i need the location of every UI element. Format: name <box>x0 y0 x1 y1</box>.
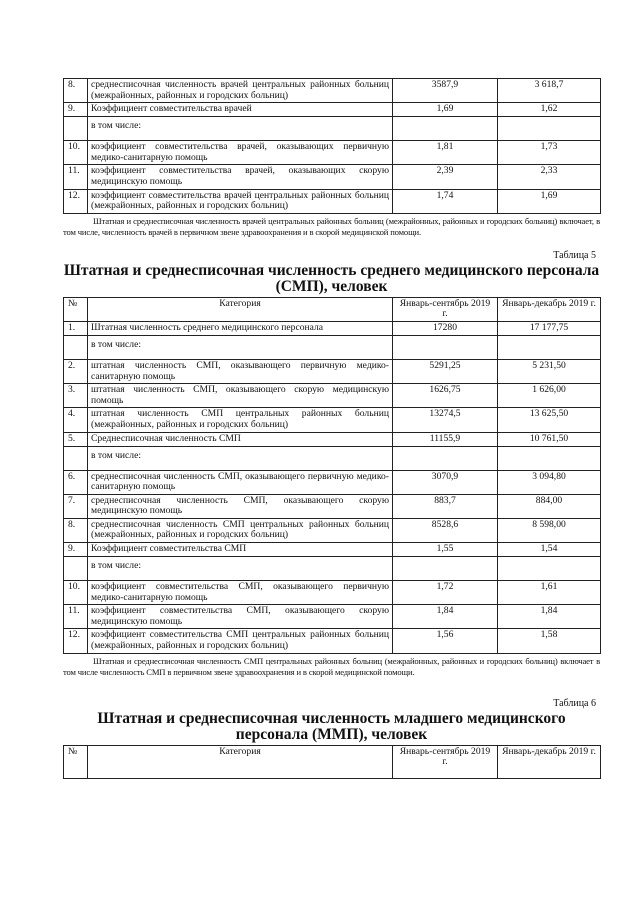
row-value-jan-sep <box>393 117 498 141</box>
row-category: среднесписочная численность СМП центральных районных больниц (межрайонных, районных и городских больниц) <box>88 518 393 542</box>
row-value-jan-dec: 3 618,7 <box>498 79 601 103</box>
table-row <box>64 335 601 359</box>
table-row <box>64 605 601 629</box>
row-value-jan-dec <box>498 446 601 470</box>
row-value-jan-sep: 1,55 <box>393 543 498 557</box>
row-value-jan-dec <box>498 117 601 141</box>
row-value-jan-dec: 5 231,50 <box>498 359 601 383</box>
table-row <box>64 79 601 103</box>
row-value-jan-sep: 11155,9 <box>393 432 498 446</box>
row-value-jan-sep <box>393 557 498 581</box>
row-value-jan-dec: 1,61 <box>498 581 601 605</box>
row-value-jan-sep: 1,69 <box>393 103 498 117</box>
row-value-jan-sep: 1626,75 <box>393 384 498 408</box>
row-category: среднесписочная численность СМП, оказывающего скорую медицинскую помощь <box>88 494 393 518</box>
table-6-label: Таблица 6 <box>553 697 596 709</box>
table-row <box>64 446 601 470</box>
row-value-jan-sep: 3587,9 <box>393 79 498 103</box>
row-value-jan-dec: 8 598,00 <box>498 518 601 542</box>
row-category: Среднесписочная численность СМП <box>88 432 393 446</box>
header-category: Категория <box>88 745 393 778</box>
row-value-jan-dec: 884,00 <box>498 494 601 518</box>
header-num: № <box>64 745 88 778</box>
row-category: в том числе: <box>88 446 393 470</box>
row-number: 6. <box>64 470 88 494</box>
table-row <box>64 518 601 542</box>
row-value-jan-dec: 1 626,00 <box>498 384 601 408</box>
table-5-title: Штатная и среднесписочная численность среднего медицинского персонала (СМП), человек <box>63 261 600 295</box>
table-row <box>64 557 601 581</box>
row-number: 11. <box>64 605 88 629</box>
row-value-jan-dec: 1,69 <box>498 189 601 213</box>
table-row <box>64 629 601 653</box>
row-category: штатная численность СМП центральных районных больниц (межрайонных, районных и городских больниц) <box>88 408 393 432</box>
table-row <box>64 543 601 557</box>
row-category: коэффициент совместительства СМП центральных районных больниц (межрайонных, районных и городских больниц) <box>88 629 393 653</box>
row-value-jan-sep: 1,74 <box>393 189 498 213</box>
row-value-jan-sep: 1,81 <box>393 141 498 165</box>
table-row <box>64 117 601 141</box>
header-category: Категория <box>88 297 393 321</box>
row-value-jan-sep <box>393 446 498 470</box>
header-jan-sep: Январь-сентябрь 2019 г. <box>393 297 498 321</box>
table-row <box>64 103 601 117</box>
row-category: среднесписочная численность врачей центральных районных больниц (межрайонных, районных и городских больниц) <box>88 79 393 103</box>
row-value-jan-sep: 8528,6 <box>393 518 498 542</box>
row-number: 8. <box>64 518 88 542</box>
row-category: Коэффициент совместительства СМП <box>88 543 393 557</box>
row-number: 3. <box>64 384 88 408</box>
row-category: в том числе: <box>88 335 393 359</box>
table-row <box>64 384 601 408</box>
row-value-jan-sep: 5291,25 <box>393 359 498 383</box>
row-value-jan-sep: 1,56 <box>393 629 498 653</box>
document-page <box>63 78 600 779</box>
row-number: 1. <box>64 321 88 335</box>
table-5-body <box>64 321 601 653</box>
table-row <box>64 359 601 383</box>
row-value-jan-dec <box>498 557 601 581</box>
table-row <box>64 581 601 605</box>
row-value-jan-dec <box>498 335 601 359</box>
row-number: 12. <box>64 189 88 213</box>
table-5-label: Таблица 5 <box>553 249 596 261</box>
table-6 <box>63 745 601 779</box>
table-row <box>64 321 601 335</box>
row-number: 5. <box>64 432 88 446</box>
table-row <box>64 141 601 165</box>
row-number: 8. <box>64 79 88 103</box>
row-value-jan-dec: 1,54 <box>498 543 601 557</box>
row-value-jan-sep <box>393 335 498 359</box>
row-value-jan-dec: 2,33 <box>498 165 601 189</box>
row-category: коэффициент совместительства врачей, оказывающих скорую медицинскую помощь <box>88 165 393 189</box>
row-value-jan-dec: 1,62 <box>498 103 601 117</box>
table-row <box>64 165 601 189</box>
row-category: коэффициент совместительства СМП, оказывающего скорую медицинскую помощь <box>88 605 393 629</box>
table-row <box>64 189 601 213</box>
table-5-header-row <box>64 297 601 321</box>
header-jan-sep: Январь-сентябрь 2019 г. <box>393 745 498 778</box>
table-row <box>64 470 601 494</box>
row-category: в том числе: <box>88 117 393 141</box>
row-value-jan-dec: 3 094,80 <box>498 470 601 494</box>
table-4-note: Штатная и среднесписочная численность врачей центральных районных больниц (межрайонных, районных и городских больниц) включает, в том числе, численность врачей в первичном звене здравоохранения и в скорой медицинской помощи. <box>63 215 600 237</box>
row-value-jan-sep: 17280 <box>393 321 498 335</box>
table-5-note: Штатная и среднесписочная численность СМП центральных районных больниц (межрайонных, районных и городских больниц) включает в том числе численность СМП в первичном звене здравоохранения и в скорой медицинской помощи. <box>63 655 600 677</box>
row-category: в том числе: <box>88 557 393 581</box>
row-value-jan-dec: 1,84 <box>498 605 601 629</box>
row-value-jan-dec: 17 177,75 <box>498 321 601 335</box>
row-number: 10. <box>64 141 88 165</box>
row-category: Коэффициент совместительства врачей <box>88 103 393 117</box>
header-num: № <box>64 297 88 321</box>
table-row <box>64 432 601 446</box>
row-number: 9. <box>64 103 88 117</box>
row-number: 4. <box>64 408 88 432</box>
row-category: Штатная численность среднего медицинского персонала <box>88 321 393 335</box>
row-category: коэффициент совместительства врачей центральных районных больниц (межрайонных, районных и городских больниц) <box>88 189 393 213</box>
row-category: коэффициент совместительства врачей, оказывающих первичную медико-санитарную помощь <box>88 141 393 165</box>
row-category: коэффициент совместительства СМП, оказывающего первичную медико-санитарную помощь <box>88 581 393 605</box>
row-value-jan-sep: 1,84 <box>393 605 498 629</box>
table-5 <box>63 297 601 654</box>
row-category: штатная численность СМП, оказывающего скорую медицинскую помощь <box>88 384 393 408</box>
row-number: 11. <box>64 165 88 189</box>
row-value-jan-sep: 1,72 <box>393 581 498 605</box>
header-jan-dec: Январь-декабрь 2019 г. <box>498 745 601 778</box>
row-value-jan-dec: 13 625,50 <box>498 408 601 432</box>
row-number: 10. <box>64 581 88 605</box>
row-number <box>64 117 88 141</box>
row-number <box>64 557 88 581</box>
row-number: 9. <box>64 543 88 557</box>
row-category: штатная численность СМП, оказывающего первичную медико-санитарную помощь <box>88 359 393 383</box>
header-jan-dec: Январь-декабрь 2019 г. <box>498 297 601 321</box>
row-value-jan-sep: 13274,5 <box>393 408 498 432</box>
row-category: среднесписочная численность СМП, оказывающего первичную медико-санитарную помощь <box>88 470 393 494</box>
row-value-jan-dec: 1,73 <box>498 141 601 165</box>
row-number <box>64 335 88 359</box>
row-value-jan-sep: 2,39 <box>393 165 498 189</box>
table-6-header-row <box>64 745 601 778</box>
row-value-jan-sep: 3070,9 <box>393 470 498 494</box>
table-6-title: Штатная и среднесписочная численность младшего медицинского персонала (ММП), человек <box>97 709 566 743</box>
row-number: 12. <box>64 629 88 653</box>
row-number: 2. <box>64 359 88 383</box>
table-row <box>64 494 601 518</box>
table-4-continuation <box>63 78 601 214</box>
table-row <box>64 408 601 432</box>
table-4-body <box>64 79 601 214</box>
row-value-jan-dec: 1,58 <box>498 629 601 653</box>
row-number: 7. <box>64 494 88 518</box>
row-value-jan-sep: 883,7 <box>393 494 498 518</box>
row-number <box>64 446 88 470</box>
row-value-jan-dec: 10 761,50 <box>498 432 601 446</box>
